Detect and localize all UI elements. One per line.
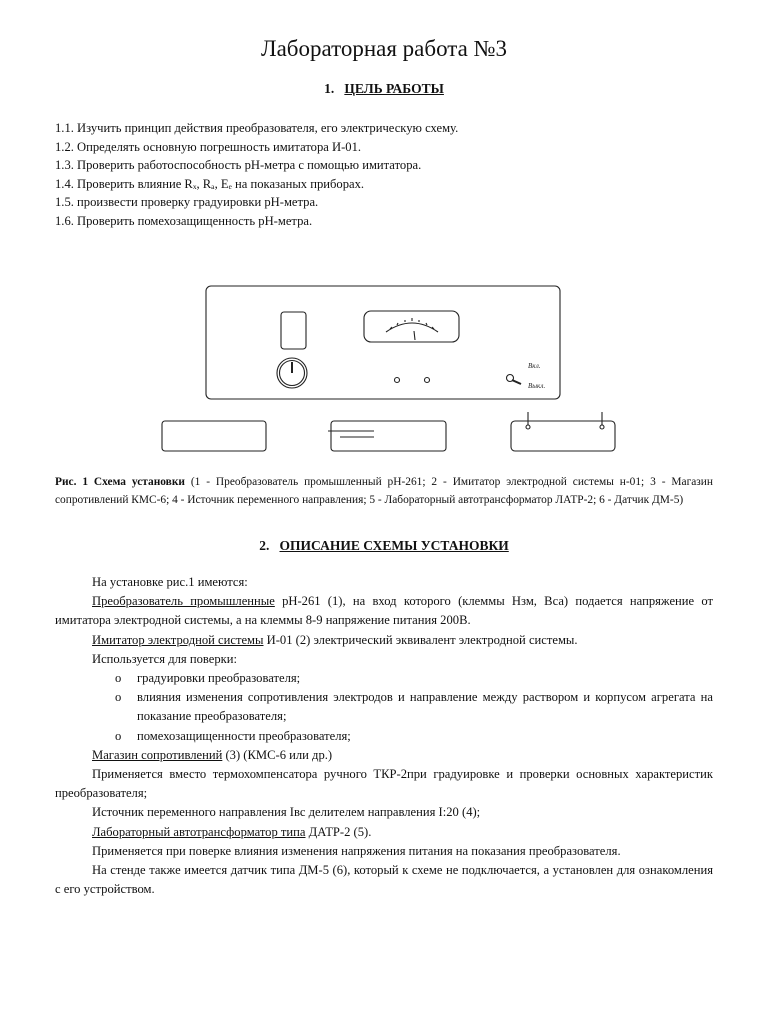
goal-item: 1.2. Определять основную погрешность имитатора И-01.	[55, 139, 362, 154]
paragraph	[55, 592, 713, 630]
goal-item: 1.6. Проверить помехозащищенность рН-метра.	[55, 213, 313, 228]
paragraph	[55, 631, 713, 650]
voltage-source-box	[331, 421, 446, 451]
goal-item: 1.3. Проверить работоспособность рН-метра с помощью имитатора.	[55, 158, 422, 172]
meter-scale	[386, 323, 438, 332]
section-number: 1.	[324, 81, 335, 96]
description-body	[55, 573, 713, 899]
setup-diagram	[150, 282, 630, 462]
terminal	[395, 378, 400, 383]
list-item: o градуировки преобразователя;	[55, 669, 713, 688]
paragraph: Применяется при поверке влияния изменения напряжения питания на показания преобразователя.	[92, 843, 621, 858]
paragraph: На стенде также имеется датчик типа ДМ-5 (6), который к схеме не подключается, а установлен для ознакомления с его устройством.	[55, 863, 713, 897]
section-title: ОПИСАНИЕ СХЕМЫ УСТАНОВКИ	[279, 538, 509, 553]
meter-window	[364, 311, 459, 342]
paragraph-text: (3) (КМС-6 или др.)	[222, 747, 333, 762]
latr-term: Лабораторный автотрансформатор типа	[92, 824, 306, 839]
imitator-term: Имитатор электродной системы	[92, 632, 264, 647]
section-heading-goals	[0, 81, 768, 97]
display-window	[281, 312, 306, 349]
resistance-box	[162, 421, 266, 451]
goal-item: 1.5. произвести проверку градуировки рН-метра.	[55, 195, 319, 209]
page-title: Лабораторная работа №3	[260, 36, 508, 61]
caption-text: (1 - Преобразователь промышленный рН-261; 2 - Имитатор электродной системы н-01; 3 - Магазин сопротивлений КМС-6; 4 - Источник переменного направления; 5 - Лабораторный автотрансформатор ЛАТР-2; 6 - Датчик ДМ-5)	[55, 476, 713, 506]
section-heading-description	[0, 538, 768, 554]
bullet-list	[55, 669, 713, 746]
paragraph: Применяется вместо термохомпенсатора ручного ТКР-2при градуировке и проверки основных характеристик преобразователя;	[55, 767, 713, 801]
paragraph: Используется для поверки:	[92, 651, 237, 666]
switch-off-label: Выкл.	[528, 382, 546, 390]
caption-label: Рис. 1 Схема установки	[55, 476, 185, 488]
list-item: o помехозащищенности преобразователя;	[55, 727, 713, 746]
paragraph-text: ДАТР-2 (5).	[305, 824, 372, 839]
goal-item: 1.4. Проверить влияние Rₓ, Rₐ, Eₑ на показаных приборах.	[55, 176, 365, 191]
list-item: o влияния изменения сопротивления электродов и направление между раствором и корпусом агрегата на показание преобразователя;	[55, 688, 713, 726]
switch-on-label: Вкл.	[528, 362, 541, 370]
paragraph: На установке рис.1 имеются:	[92, 575, 248, 589]
paragraph	[55, 823, 713, 842]
paragraph: Источник переменного направления Iвс делителем направления I:20 (4);	[92, 805, 481, 820]
terminal	[425, 378, 430, 383]
meter-needle	[414, 331, 415, 340]
paragraph-text: рН-261 (1), на вход которого (клеммы Нзм, Вса) подается напряжение от имитатора электродной системы, а на клеммы 8-9 напряжение питания 200В.	[55, 594, 713, 628]
figure-caption	[55, 474, 713, 509]
store-term: Магазин сопротивлений	[92, 747, 223, 762]
goal-item: 1.1. Изучить принцип действия преобразователя, его электрическую схему.	[55, 121, 459, 135]
section-title: ЦЕЛЬ РАБОТЫ	[344, 81, 444, 96]
converter-term: Преобразователь промышленные	[92, 594, 275, 609]
paragraph	[55, 746, 713, 765]
section-number: 2.	[259, 538, 270, 553]
paragraph-text: И-01 (2) электрический эквивалент электродной системы.	[263, 632, 578, 647]
goals-list	[55, 119, 458, 230]
